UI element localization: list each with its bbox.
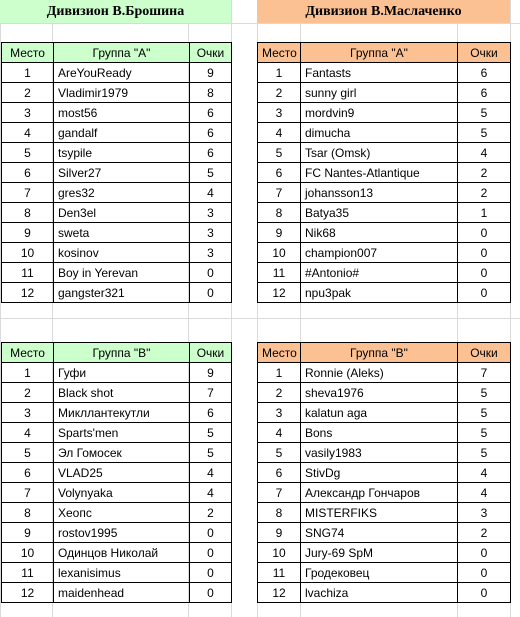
cell-team: johansson13 (301, 183, 458, 203)
cell-place: 8 (2, 503, 54, 523)
table-row (2, 543, 232, 563)
cell-team: Гуфи (54, 363, 190, 383)
cell-points: 3 (458, 503, 511, 523)
cell-team: vasily1983 (301, 443, 458, 463)
cell-team: npu3pak (301, 283, 458, 303)
table-row (258, 483, 511, 503)
cell-place: 5 (258, 143, 301, 163)
column-header-points: Очки (458, 43, 511, 63)
cell-points: 5 (458, 383, 511, 403)
cell-points: 4 (190, 183, 232, 203)
cell-team: lexanisimus (54, 563, 190, 583)
cell-team: Sparts'men (54, 423, 190, 443)
division-title-broshin: Дивизион В.Брошина (0, 0, 231, 23)
cell-team: Boy in Yerevan (54, 263, 190, 283)
cell-place: 1 (2, 363, 54, 383)
table-row (258, 403, 511, 423)
cell-team: champion007 (301, 243, 458, 263)
table-row (258, 583, 511, 603)
cell-place: 12 (258, 283, 301, 303)
table-row (2, 183, 232, 203)
table-maslachenko-group-b (257, 342, 511, 603)
table-row (258, 263, 511, 283)
table-row (258, 63, 511, 83)
table-broshin-group-b (1, 342, 232, 603)
table-row (258, 143, 511, 163)
cell-team: Микллантекутли (54, 403, 190, 423)
table-row (258, 383, 511, 403)
table-row (2, 203, 232, 223)
cell-place: 1 (2, 63, 54, 83)
cell-place: 7 (258, 483, 301, 503)
cell-place: 12 (2, 583, 54, 603)
cell-points: 5 (190, 423, 232, 443)
cell-points: 3 (190, 223, 232, 243)
column-header-place: Место (2, 343, 54, 363)
cell-team: Black shot (54, 383, 190, 403)
cell-team: VLAD25 (54, 463, 190, 483)
cell-team: gangster321 (54, 283, 190, 303)
cell-points: 6 (190, 403, 232, 423)
cell-points: 5 (458, 123, 511, 143)
cell-place: 1 (258, 363, 301, 383)
column-header-points: Очки (190, 43, 232, 63)
cell-place: 4 (2, 423, 54, 443)
cell-team: sheva1976 (301, 383, 458, 403)
column-header-points: Очки (190, 343, 232, 363)
column-header-group: Группа "В" (54, 343, 190, 363)
cell-points: 0 (190, 563, 232, 583)
table-header-row (258, 343, 511, 363)
cell-team: StivDg (301, 463, 458, 483)
cell-team: most56 (54, 103, 190, 123)
column-header-place: Место (258, 43, 301, 63)
cell-place: 10 (2, 243, 54, 263)
column-header-group: Группа "А" (301, 43, 458, 63)
cell-place: 9 (2, 523, 54, 543)
cell-team: Nik68 (301, 223, 458, 243)
table-row (258, 463, 511, 483)
cell-place: 2 (2, 83, 54, 103)
cell-team: sunny girl (301, 83, 458, 103)
table-row (258, 563, 511, 583)
table-row (258, 163, 511, 183)
cell-points: 0 (458, 223, 511, 243)
cell-team: Bons (301, 423, 458, 443)
cell-place: 10 (258, 243, 301, 263)
cell-points: 5 (190, 443, 232, 463)
cell-points: 4 (458, 143, 511, 163)
table-row (258, 443, 511, 463)
table-header-row (2, 43, 232, 63)
cell-team: #Antonio# (301, 263, 458, 283)
table-row (2, 523, 232, 543)
table-row (2, 463, 232, 483)
cell-team: Volynyaka (54, 483, 190, 503)
cell-place: 7 (258, 183, 301, 203)
table-row (2, 223, 232, 243)
cell-team: Одинцов Николай (54, 543, 190, 563)
table-broshin-group-a (1, 42, 232, 303)
column-header-group: Группа "В" (301, 343, 458, 363)
cell-place: 10 (258, 543, 301, 563)
cell-points: 2 (458, 523, 511, 543)
cell-place: 12 (258, 583, 301, 603)
table-row (2, 563, 232, 583)
cell-points: 1 (458, 203, 511, 223)
table-row (258, 103, 511, 123)
table-row (258, 423, 511, 443)
cell-points: 5 (458, 403, 511, 423)
cell-points: 0 (190, 543, 232, 563)
cell-team: Jury-69 SpM (301, 543, 458, 563)
cell-team: tsypile (54, 143, 190, 163)
cell-place: 11 (258, 563, 301, 583)
column-header-place: Место (2, 43, 54, 63)
cell-points: 4 (458, 463, 511, 483)
cell-place: 1 (258, 63, 301, 83)
cell-team: Vladimir1979 (54, 83, 190, 103)
cell-place: 4 (2, 123, 54, 143)
table-row (2, 163, 232, 183)
table-row (2, 63, 232, 83)
cell-points: 6 (190, 123, 232, 143)
cell-points: 3 (190, 203, 232, 223)
table-row (258, 223, 511, 243)
cell-team: kalatun aga (301, 403, 458, 423)
cell-place: 10 (2, 543, 54, 563)
cell-points: 4 (190, 483, 232, 503)
cell-place: 8 (258, 203, 301, 223)
cell-place: 6 (2, 163, 54, 183)
cell-points: 5 (190, 163, 232, 183)
cell-points: 0 (458, 543, 511, 563)
cell-points: 0 (190, 523, 232, 543)
cell-points: 0 (458, 563, 511, 583)
cell-team: maidenhead (54, 583, 190, 603)
cell-points: 7 (458, 363, 511, 383)
cell-points: 5 (458, 103, 511, 123)
cell-points: 0 (458, 243, 511, 263)
table-header-row (2, 343, 232, 363)
cell-points: 2 (458, 163, 511, 183)
cell-team: rostov1995 (54, 523, 190, 543)
cell-place: 4 (258, 123, 301, 143)
table-row (2, 103, 232, 123)
cell-team: gandalf (54, 123, 190, 143)
table-row (2, 423, 232, 443)
table-row (258, 183, 511, 203)
cell-place: 2 (258, 383, 301, 403)
cell-points: 0 (458, 283, 511, 303)
cell-place: 3 (2, 403, 54, 423)
cell-place: 4 (258, 423, 301, 443)
cell-points: 2 (190, 503, 232, 523)
cell-team: Эл Гомосек (54, 443, 190, 463)
table-maslachenko-group-a (257, 42, 511, 303)
cell-points: 6 (190, 143, 232, 163)
cell-team: mordvin9 (301, 103, 458, 123)
cell-team: Ronnie (Aleks) (301, 363, 458, 383)
cell-points: 8 (190, 83, 232, 103)
cell-points: 2 (458, 183, 511, 203)
cell-place: 9 (258, 223, 301, 243)
cell-points: 4 (190, 463, 232, 483)
cell-team: Silver27 (54, 163, 190, 183)
cell-place: 3 (258, 403, 301, 423)
cell-team: dimucha (301, 123, 458, 143)
table-header-row (258, 43, 511, 63)
cell-points: 5 (458, 443, 511, 463)
column-header-points: Очки (458, 343, 511, 363)
cell-team: SNG74 (301, 523, 458, 543)
cell-team: Александр Гончаров (301, 483, 458, 503)
cell-points: 3 (190, 243, 232, 263)
cell-team: Гродековец (301, 563, 458, 583)
cell-points: 6 (458, 63, 511, 83)
table-row (258, 503, 511, 523)
cell-place: 3 (258, 103, 301, 123)
cell-points: 9 (190, 63, 232, 83)
cell-points: 6 (190, 103, 232, 123)
cell-team: gres32 (54, 183, 190, 203)
table-row (258, 543, 511, 563)
table-row (2, 483, 232, 503)
cell-place: 3 (2, 103, 54, 123)
table-row (2, 363, 232, 383)
cell-place: 9 (258, 523, 301, 543)
cell-place: 2 (2, 383, 54, 403)
cell-place: 9 (2, 223, 54, 243)
cell-place: 12 (2, 283, 54, 303)
cell-place: 5 (258, 443, 301, 463)
cell-points: 0 (458, 583, 511, 603)
cell-team: Batya35 (301, 203, 458, 223)
cell-points: 0 (190, 263, 232, 283)
cell-place: 7 (2, 183, 54, 203)
cell-place: 8 (2, 203, 54, 223)
column-header-group: Группа "А" (54, 43, 190, 63)
table-row (2, 283, 232, 303)
cell-team: Den3el (54, 203, 190, 223)
cell-place: 11 (2, 263, 54, 283)
cell-place: 8 (258, 503, 301, 523)
table-row (258, 203, 511, 223)
cell-points: 5 (458, 423, 511, 443)
cell-team: kosinov (54, 243, 190, 263)
cell-points: 4 (458, 483, 511, 503)
table-row (258, 363, 511, 383)
cell-team: sweta (54, 223, 190, 243)
cell-points: 0 (190, 583, 232, 603)
cell-place: 11 (2, 563, 54, 583)
cell-place: 6 (258, 163, 301, 183)
cell-place: 5 (2, 143, 54, 163)
cell-place: 2 (258, 83, 301, 103)
cell-team: MISTERFIKS (301, 503, 458, 523)
division-title-maslachenko: Дивизион В.Маслаченко (257, 0, 510, 23)
cell-place: 6 (258, 463, 301, 483)
cell-points: 6 (458, 83, 511, 103)
cell-team: lvachiza (301, 583, 458, 603)
cell-team: Хеопс (54, 503, 190, 523)
table-row (2, 583, 232, 603)
table-row (2, 143, 232, 163)
table-row (258, 123, 511, 143)
table-row (2, 443, 232, 463)
cell-place: 5 (2, 443, 54, 463)
table-row (2, 403, 232, 423)
table-row (2, 123, 232, 143)
cell-points: 0 (190, 283, 232, 303)
table-row (2, 503, 232, 523)
cell-place: 11 (258, 263, 301, 283)
cell-team: FC Nantes-Atlantique (301, 163, 458, 183)
cell-team: Tsar (Omsk) (301, 143, 458, 163)
table-row (258, 83, 511, 103)
cell-place: 6 (2, 463, 54, 483)
table-row (2, 263, 232, 283)
cell-team: AreYouReady (54, 63, 190, 83)
cell-team: Fantasts (301, 63, 458, 83)
table-row (2, 243, 232, 263)
table-row (258, 523, 511, 543)
cell-points: 7 (190, 383, 232, 403)
cell-points: 9 (190, 363, 232, 383)
table-row (2, 83, 232, 103)
table-row (258, 243, 511, 263)
cell-points: 0 (458, 263, 511, 283)
cell-place: 7 (2, 483, 54, 503)
table-row (2, 383, 232, 403)
table-row (258, 283, 511, 303)
column-header-place: Место (258, 343, 301, 363)
